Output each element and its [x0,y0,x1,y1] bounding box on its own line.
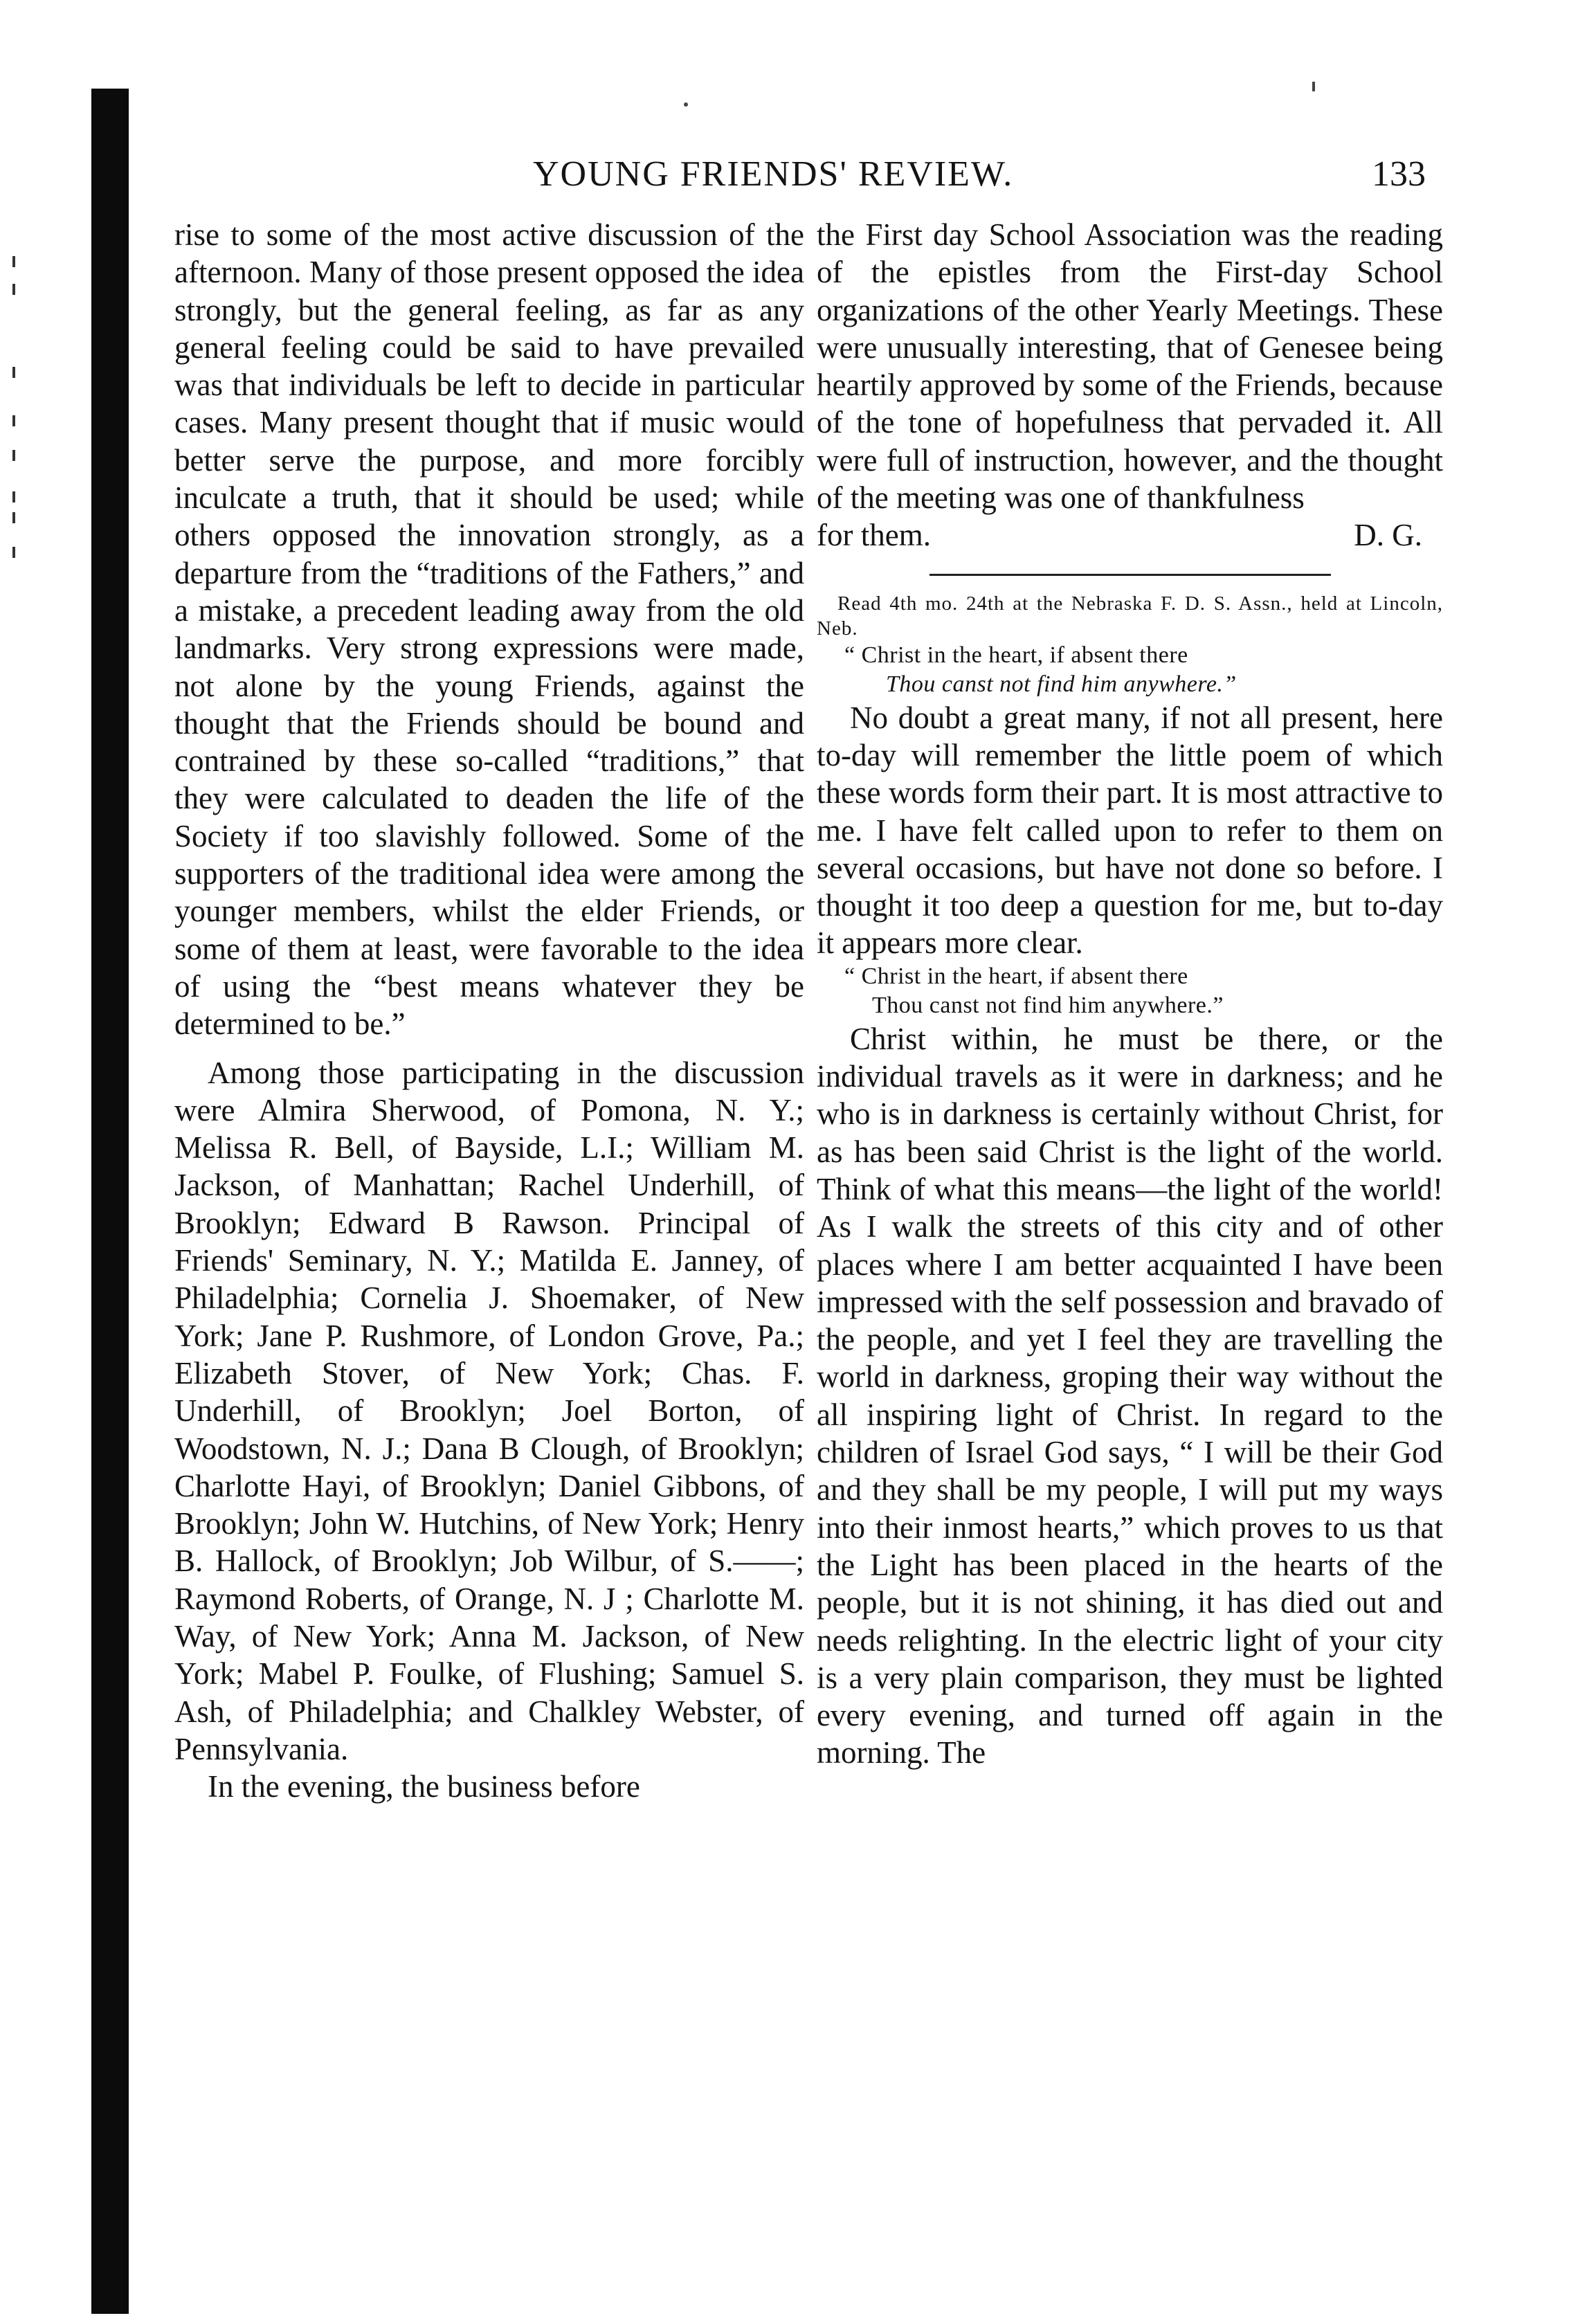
paragraph: Christ within, he must be there, or the individual travels as it were in darkness; and he who is in darkness is certainly without Christ, for as has been said Christ is the light of the world. Think of what this means—the light of the world! As I walk the streets of this city and of other places where I am better acquainted I have been impressed with the self possession and bravado of the people, and yet I feel they are travelling the world in darkness, groping their way without the all inspiring light of Christ. In regard to the children of Israel God says, “ I will be their God and they shall be my people, I will put my ways into their inmost hearts,” which proves to us that the Light has been placed in the hearts of the people, but it is not shining, it has died out and needs relighting. In the electric light of your city is a very plain comparison, they must be lighted every evening, and turned off again in the morning. The [817,1021,1443,1771]
page-binding-shadow [91,89,129,2314]
ink-speck [1312,82,1315,91]
page-number: 133 [1372,154,1426,194]
paragraph: Among those participating in the discussion were Almira Sherwood, of Pomona, N. Y.; Melissa R. Bell, of Bayside, L.I.; William M. Jackson, of Manhattan; Rachel Underhill, of Brooklyn; Edward B Rawson. Principal of Friends' Seminary, N. Y.; Matilda E. Janney, of Philadelphia; Cornelia J. Shoemaker, of New York; Jane P. Rushmore, of London Grove, Pa.; Elizabeth Stover, of New York; Chas. F. Underhill, of Brooklyn; Joel Borton, of Woodstown, N. J.; Dana B Clough, of Brooklyn; Charlotte Hayi, of Brooklyn; Daniel Gibbons, of Brooklyn; John W. Hutchins, of New York; Henry B. Hallock, of Brooklyn; Job Wilbur, of S.——; Raymond Roberts, of Orange, N. J ; Charlotte M. Way, of New York; Anna M. Jackson, of New York; Mabel P. Foulke, of Flushing; Samuel S. Ash, of Philadelphia; and Chalkley Webster, of Pennsylvania. [174,1055,804,1766]
paragraph: rise to some of the most active discussion of the afternoon. Many of those present opposed the idea strongly, but the general feeling, as far as any general feeling could be said to have prevailed was that individuals be left to decide in particular cases. Many present thought that if music would better serve the purpose, and more forcibly inculcate a truth, that it should be used; while others opposed the innovation strongly, as a departure from the “traditions of the Fathers,” and a mistake, a precedent leading away from the old landmarks. Very strong expressions were made, not alone by the young Friends, against the thought that the Friends should be bound and contrained by these so-called “traditions,” that they were calculated to deaden the life of the Society if too slavishly followed. Some of the supporters of the traditional idea were among the younger members, whilst the elder Friends, or some of them at least, were favorable to the idea of using the “best means whatever they be determined to be.” [174,217,804,1042]
running-title: YOUNG FRIENDS' REVIEW. [533,154,1014,194]
left-column [174,216,804,1805]
page-header [173,154,1440,202]
ink-speck [684,102,688,107]
paragraph: the First day School Association was the reading of the epistles from the First-day School organizations of the other Yearly Meetings. These were unusually interesting, that of Genesee being heartily approved by some of the Friends, because of the tone of hopefulness that pervaded it. All were full of instruction, however, and the thought of the meeting was one of thankfulness [817,217,1443,516]
article-note: Read 4th mo. 24th at the Nebraska F. D. S. Assn., held at Lincoln, Neb. [817,592,1443,640]
verse-quote [817,962,1443,1020]
closing-line [817,516,1443,554]
margin-specks [12,256,40,574]
right-column [817,216,1443,1772]
verse-line: “ Christ in the heart, if absent there [844,642,1188,668]
author-signature: D. G. [1354,518,1422,553]
verse-line: Thou canst not find him anywhere.” [886,671,1237,697]
verse-line: “ Christ in the heart, if absent there [844,963,1188,989]
paragraph: No doubt a great many, if not all present, here to-day will remember the little poem of which these words form their part. It is most attractive to me. I have felt called upon to refer to them on several occasions, but have not done so before. I thought it too deep a question for me, but to-day it appears more clear. [817,700,1443,961]
paragraph: In the evening, the business before [208,1769,640,1804]
paragraph-end: for them. [817,518,931,553]
verse-line: Thou canst not find him anywhere.” [872,992,1224,1018]
verse-quote [817,641,1443,699]
section-divider [930,574,1331,576]
